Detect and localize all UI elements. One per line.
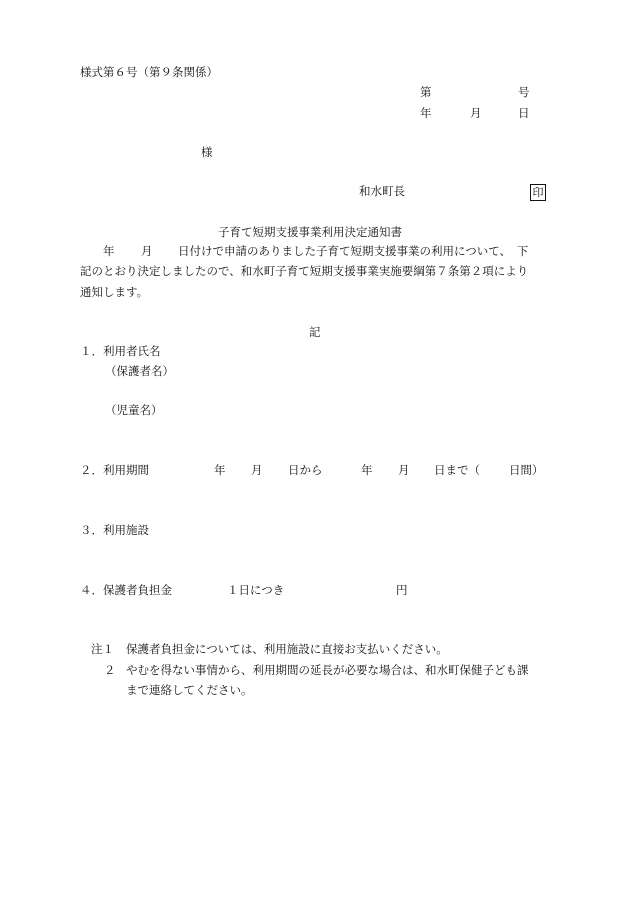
body-line-3: 通知します。 (80, 285, 149, 299)
body-month: 月 (141, 244, 153, 258)
period-from-month: 月 (251, 463, 263, 477)
issuer-title: 和水町長 (359, 184, 405, 198)
date-day: 日 (518, 106, 530, 120)
addressee-honorific: 様 (201, 145, 213, 159)
note-2-text-line-2: まで連絡してください。 (126, 683, 253, 697)
fee-label: ４．保護者負担金 (80, 583, 172, 597)
body-line-2: 記のとおり決定しましたので、和水町子育て短期支援事業実施要綱第７条第２項により (80, 264, 529, 278)
note-2-text-line-1: やむを得ない事情から、利用期間の延長が必要な場合は、和水町保健子ども課 (126, 663, 529, 677)
date-year: 年 (420, 106, 432, 120)
note-2-marker: ２ (104, 663, 116, 677)
doc-number-prefix: 第 (420, 85, 432, 99)
period-from-day: 日から (288, 463, 323, 477)
period-from-year: 年 (214, 463, 226, 477)
period-to-day: 日まで（ (434, 463, 480, 477)
doc-number-suffix: 号 (518, 85, 530, 99)
date-month: 月 (470, 106, 482, 120)
form-number: 様式第６号（第９条関係） (80, 65, 218, 79)
period-label: ２．利用期間 (80, 463, 149, 477)
document-title: 子育て短期支援事業利用決定通知書 (218, 225, 402, 239)
body-year: 年 (103, 244, 115, 258)
period-days: 日間） (509, 463, 544, 477)
fee-per-day: １日につき (227, 583, 285, 597)
ki-heading: 記 (309, 325, 321, 339)
facility-label: ３．利用施設 (80, 523, 149, 537)
seal-mark: 印 (530, 184, 546, 201)
child-label: （児童名） (105, 403, 163, 417)
period-to-year: 年 (361, 463, 373, 477)
user-name-label: １．利用者氏名 (80, 344, 161, 358)
note-1-text: 保護者負担金については、利用施設に直接お支払いください。 (126, 642, 448, 656)
period-to-month: 月 (398, 463, 410, 477)
note-1-marker: 注１ (91, 642, 114, 656)
guardian-label: （保護者名） (105, 364, 174, 378)
fee-unit: 円 (396, 583, 408, 597)
body-line-1: 日付けで申請のありました子育て短期支援事業の利用について、 下 (178, 244, 529, 258)
